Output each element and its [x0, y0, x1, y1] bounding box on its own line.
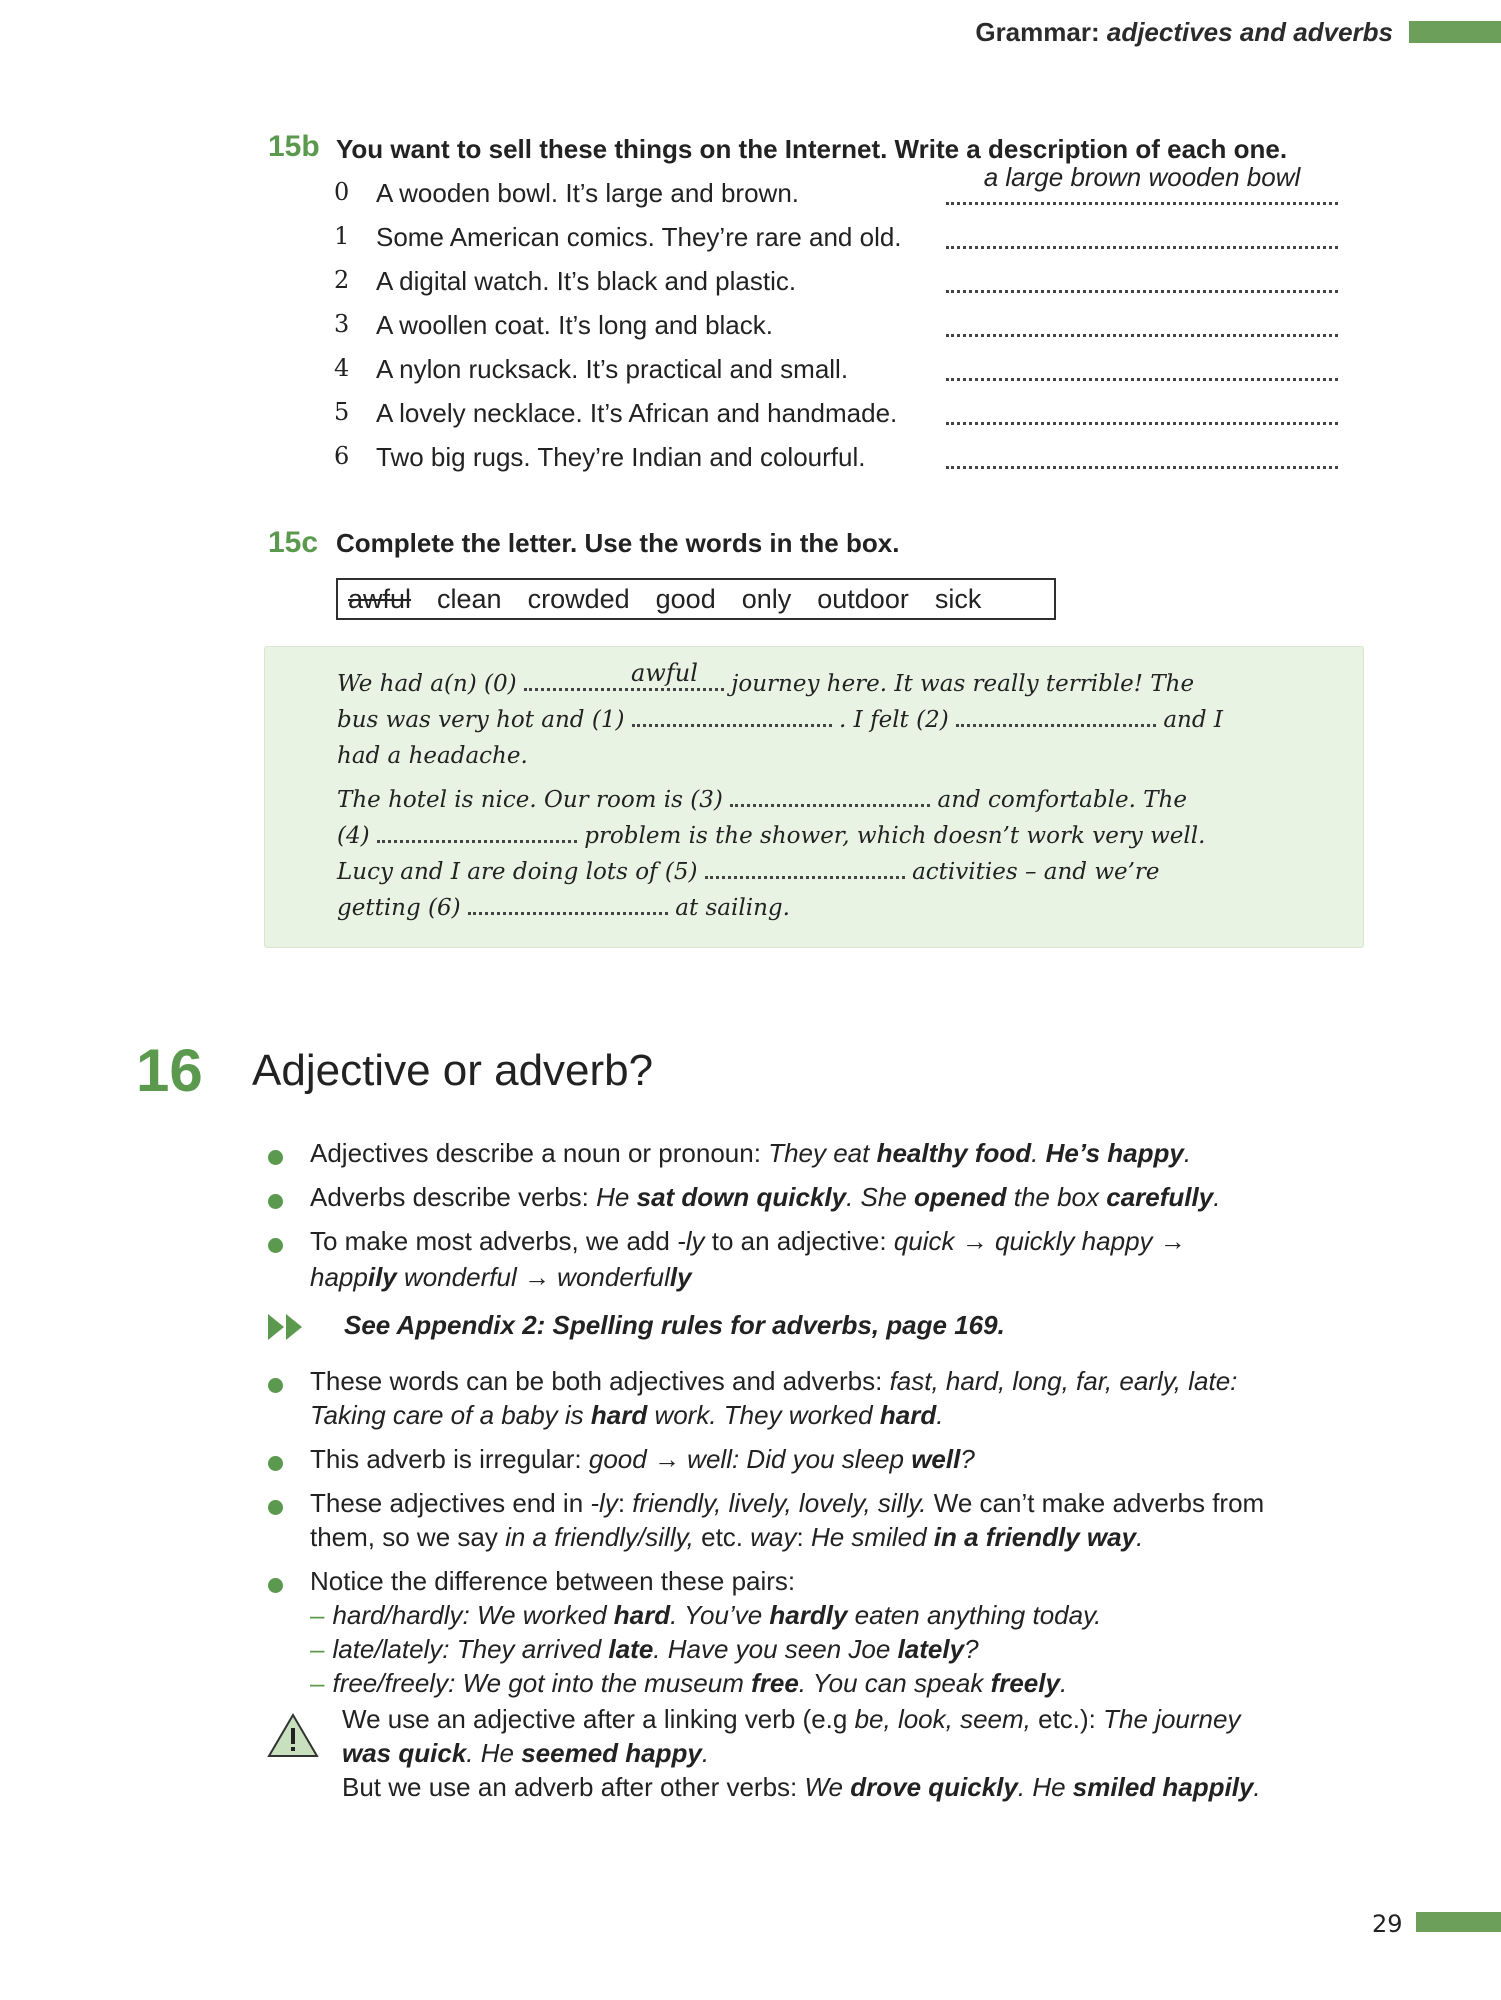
- answer-line[interactable]: [946, 290, 1338, 293]
- header-title: Grammar: adjectives and adverbs: [975, 16, 1393, 47]
- answer-blank[interactable]: [632, 720, 832, 727]
- answer-blank[interactable]: [730, 800, 930, 807]
- word-box-word: awful: [348, 583, 412, 614]
- exercise-item: 3 A woollen coat. It’s long and black.: [334, 310, 1340, 350]
- footer-accent-bar: [1416, 1912, 1501, 1932]
- page-number: 29: [1372, 1910, 1403, 1938]
- rule-line: These adjectives end in -ly: friendly, lively, lovely, silly. We can’t make adverbs from: [310, 1488, 1265, 1518]
- word-box-word: good: [655, 583, 716, 614]
- bullet-icon: [268, 1578, 283, 1593]
- warning-icon: [266, 1712, 320, 1760]
- pair-line: – free/freely: We got into the museum free. You can speak freely.: [310, 1668, 1068, 1698]
- note-line: But we use an adverb after other verbs: We drove quickly. He smiled happily.: [342, 1772, 1261, 1802]
- header-accent-bar: [1409, 21, 1501, 43]
- letter-line: (4) problem is the shower, which doesn’t work very well.: [337, 823, 1206, 849]
- exercise-15c-instruction: Complete the letter. Use the words in the box.: [336, 528, 900, 558]
- letter-note: [264, 646, 1364, 948]
- letter-line: Lucy and I are doing lots of (5) activities – and we’re: [337, 859, 1160, 885]
- exercise-item: 0 A wooden bowl. It’s large and brown. a large brown wooden bowl: [334, 178, 1340, 218]
- example-answer: awful: [631, 659, 698, 687]
- exercise-item: 5 A lovely necklace. It’s African and handmade.: [334, 398, 1340, 438]
- exercise-item: 6 Two big rugs. They’re Indian and colourful.: [334, 442, 1340, 482]
- letter-line: bus was very hot and (1) . I felt (2) and I: [337, 707, 1223, 733]
- letter-line: had a headache.: [337, 743, 528, 769]
- pair-line: – hard/hardly: We worked hard. You’ve hardly eaten anything today.: [310, 1600, 1102, 1630]
- exercise-15b-number: 15b: [268, 130, 320, 163]
- bullet-icon: [268, 1194, 283, 1209]
- section-title: Adjective or adverb?: [252, 1046, 654, 1095]
- word-box-word: outdoor: [817, 583, 909, 614]
- note-line: We use an adjective after a linking verb (e.g be, look, seem, etc.): The journey: [342, 1704, 1241, 1734]
- rule-line: Adverbs describe verbs: He sat down quickly. She opened the box carefully.: [310, 1182, 1221, 1212]
- answer-line[interactable]: [946, 378, 1338, 381]
- exercise-15b-instruction: You want to sell these things on the Internet. Write a description of each one.: [336, 134, 1288, 164]
- exercise-item: 4 A nylon rucksack. It’s practical and small.: [334, 354, 1340, 394]
- word-box-word: sick: [934, 583, 982, 614]
- answer-blank[interactable]: [468, 908, 668, 915]
- letter-line: getting (6) at sailing.: [337, 895, 790, 921]
- word-box: [336, 578, 1056, 620]
- running-header: [975, 14, 1501, 50]
- bullet-icon: [268, 1150, 283, 1165]
- rule-line: This adverb is irregular: good → well: Did you sleep well?: [310, 1444, 975, 1474]
- answer-line[interactable]: [946, 334, 1338, 337]
- fast-forward-icon: [266, 1312, 306, 1342]
- word-box-word: crowded: [527, 583, 630, 614]
- exercise-item: 1 Some American comics. They’re rare and old.: [334, 222, 1340, 262]
- word-box-word: only: [741, 583, 792, 614]
- answer-line[interactable]: [946, 422, 1338, 425]
- answer-blank[interactable]: [956, 720, 1156, 727]
- bullet-icon: [268, 1500, 283, 1515]
- bullet-icon: [268, 1456, 283, 1471]
- note-line: was quick. He seemed happy.: [342, 1738, 710, 1768]
- example-answer: a large brown wooden bowl: [983, 162, 1301, 192]
- rule-line: Notice the difference between these pairs:: [310, 1566, 796, 1596]
- answer-line: [946, 202, 1338, 205]
- rule-line: These words can be both adjectives and adverbs: fast, hard, long, far, early, late:: [310, 1366, 1238, 1396]
- bullet-icon: [268, 1238, 283, 1253]
- answer-line[interactable]: [946, 466, 1338, 469]
- section-number: 16: [136, 1037, 203, 1104]
- bullet-icon: [268, 1378, 283, 1393]
- rule-line: Adjectives describe a noun or pronoun: They eat healthy food. He’s happy.: [310, 1138, 1192, 1168]
- answer-blank[interactable]: [705, 872, 905, 879]
- letter-line: We had a(n) (0) journey here. It was really terrible! The: [337, 671, 1195, 697]
- rule-line: happily wonderful → wonderfully: [310, 1262, 692, 1292]
- word-box-word: clean: [437, 583, 502, 614]
- pair-line: – late/lately: They arrived late. Have you seen Joe lately?: [310, 1634, 979, 1664]
- letter-line: The hotel is nice. Our room is (3) and comfortable. The: [337, 787, 1187, 813]
- exercise-15c-number: 15c: [268, 526, 319, 559]
- rule-line: To make most adverbs, we add -ly to an adjective: quick → quickly happy →: [310, 1226, 1186, 1256]
- answer-blank[interactable]: [377, 836, 577, 843]
- rule-line: Taking care of a baby is hard work. They worked hard.: [310, 1400, 944, 1430]
- exercise-item: 2 A digital watch. It’s black and plastic.: [334, 266, 1340, 306]
- answer-line[interactable]: [946, 246, 1338, 249]
- rule-line: them, so we say in a friendly/silly, etc. way: He smiled in a friendly way.: [310, 1522, 1144, 1552]
